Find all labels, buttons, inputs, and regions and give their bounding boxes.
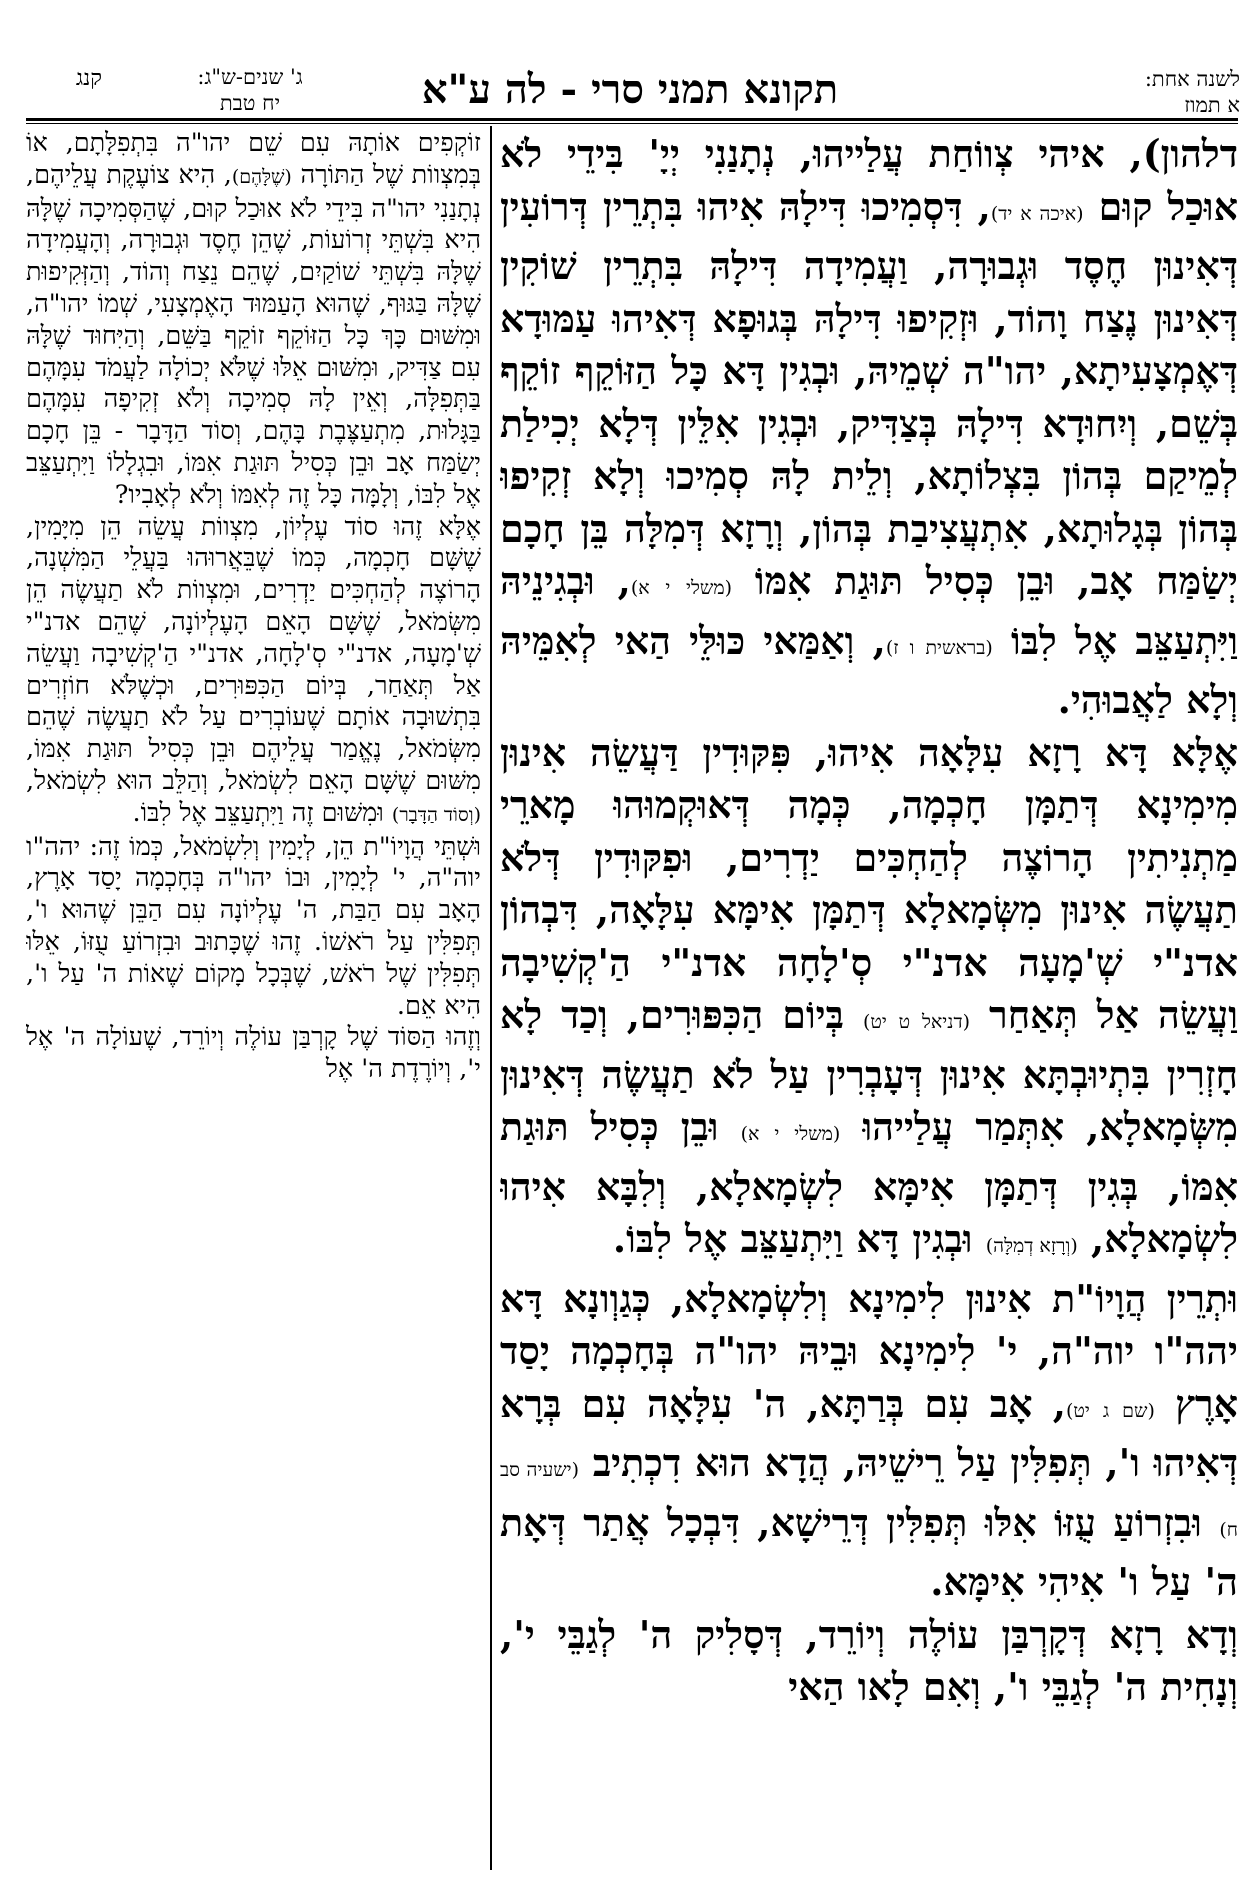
text-segment: וּתְרֵין הֲוָיוֹ"ת אִינוּן לִימִינָא וְלִשְׂמָאלָא, כְּגַוְונָא דָּא יהה"ו יוה"ה, י' לִימִינָא וּבֵיהּ יהו"ה בְּחָכְמָה יָסַד אָרֶץ — [500, 1275, 1238, 1426]
header-left — [34, 66, 144, 92]
header-three-year — [150, 64, 350, 116]
text-segment: , וְאַמַּאי כּוּלֵּי הַאי לְאִמֵּיהּ וְלָא לַאֲבוּהִי. — [500, 617, 1238, 722]
main-paragraph-3 — [500, 1273, 1238, 1609]
text-segment: אֶלָּא דָּא רָזָא עִלָּאָה אִיהוּ, פִּקּוּדִין דַּעֲשֵׂה אִינוּן מִימִינָא דְּתַמָּן חָכְמָה, כְּמָה דְּאוּקְמוּהוּ מָארֵי מַתְנִיתִין הָרוֹצֶה לְהַחְכִּים יַדְרִים, וּפִקּוּדִין דְּלֹא תַעֲשֶׂה אִינוּן מִשְּׂמָאלָא דְּתַמָּן אִימָּא עִלָּאָה, דִּבְהוֹן אדנ"י שְׁ'מָעָה אדנ"י סְ'לָחָה אדנ"י הַ'קְשִׁיבָה וַעֲשֵׂה אַל תְּאַחַר — [500, 729, 1238, 1037]
year-label-three: ג' שנים-ש"ג: — [197, 65, 303, 89]
translation-column — [26, 128, 481, 1868]
source-reference: (משלי י א) — [630, 577, 732, 599]
translation-paragraph-1 — [26, 128, 481, 512]
translation-paragraph-3 — [26, 832, 481, 1023]
text-segment: זוֹקְפִים אוֹתָהּ עִם שֵׁם יהו"ה בִּתְפִלָּתָם, אוֹ בְּמִצְווֹת שֶׁל הַתּוֹרָה — [26, 128, 481, 190]
source-reference: (וְרָזָא דְמִלָּה) — [985, 1235, 1078, 1257]
text-segment: , אָב עִם בְּרַתָּא, ה' עִלָּאָה עִם בְּרָא דְּאִיהוּ ו', תְּפִלִּין עַל רֵישֵׁיהּ, הֲדָא הוּא דִכְתִיב — [500, 1380, 1238, 1485]
text-segment: וּבְגִין דָּא וַיִּתְעַצֵּב אֶל לִבּוֹ. — [612, 1216, 986, 1261]
source-reference: (שם ג יט) — [1066, 1399, 1155, 1422]
source-reference: (משלי י א) — [740, 1123, 841, 1145]
text-segment: אֶלָּא זֶהוּ סוֹד עֶלְיוֹן, מִצְווֹת עֲשֵׂה הֵן מִיָּמִין, שֶׁשָּׁם חָכְמָה, כְּמוֹ שֶׁבֵּאֲרוּהוּ בַּעֲלֵי הַמִּשְׁנָה, הָרוֹצֶה לְהַחְכִּים יַדְרִים, וּמִצְווֹת לֹא תַעֲשֶׂה הֵן מִשְּׂמֹאל, שֶׁשָּׁם הָאֵם הָעֶלְיוֹנָה, שֶׁהֵם אדנ"י שְׁ'מָעָה, אדנ"י סְ'לָחָה, אדנ"י הַ'קְשִׁיבָה וַעֲשֵׂה אַל תְּאַחַר, בְּיוֹם הַכִּפּוּרִים, וּכְשֶׁלֹּא חוֹזְרִים בִּתְשׁוּבָה אוֹתָם שֶׁעוֹבְרִים עַל לֹא תַעֲשֶׂה שֶׁהֵם מִשְּׂמֹאל, נֶאֱמַר עֲלֵיהֶם וּבֵן כְּסִיל תּוּגַת אִמּוֹ, מִשּׁוּם שֶׁשָּׁם הָאֵם לִשְׂמֹאל, וְהַלֵּב הוּא לִשְׂמֹאל, — [26, 511, 481, 796]
source-reference: (דניאל ט יט) — [862, 1011, 970, 1033]
text-segment: , דִּסְמִיכוּ דִּילָהּ אִיהוּ בִּתְרֵין דְּרוֹעִין דְּאִינוּן חֶסֶד וּגְבוּרָה, וַעֲמִידָה דִּילָהּ בִּתְרֵין שׁוֹקִין דְּאִינוּן נֶצַח וָהוֹד, וּזְקִיפוּ דִּילָהּ בְּגוּפָא דְּאִיהוּ עַמּוּדָא דְּאֶמְצָעִיתָא, יהו"ה שְׁמֵיהּ, וּבְגִין דָּא כָּל הַזּוֹקֵף זוֹקֵף בְּשֵׁם, וְיִחוּדָא דִּילָהּ בְּצַדִּיק, וּבְגִין אִלֵּין דְּלָא יְכִילַת לְמֵיקַם בְּהוֹן בִּצְלוֹתָא, וְלֵית לָהּ סְמִיכוּ וְלָא זְקִיפוּ בְּהוֹן בְּגָלוּתָא, אִתְעֲצִיבַת בְּהוֹן, וְרָזָא דְּמִלָּה בֵּן חָכָם יְשַׂמַּח אָב, וּבֵן כְּסִיל תּוּגַת אִמּוֹ — [500, 183, 1238, 603]
header-rule — [26, 118, 1238, 121]
text-segment: וְדָא רָזָא דְּקָרְבַּן עוֹלֶה וְיוֹרֵד, דְּסָלִיק ה' לְגַבֵּי י', וְנָחִית ה' לְגַבֵּי ו', וְאִם לָאו הַאי — [500, 1611, 1238, 1709]
text-segment: , הִיא צוֹעֶקֶת עֲלֵיהֶם, נְתָנַנִי יהו"ה בִּידֵי לֹא אוּכַל קוּם, שֶׁהַסְּמִיכָה שֶׁלָּהּ הִיא בִּשְׁתֵּי זְרוֹעוֹת, שֶׁהֵן חֶסֶד וּגְבוּרָה, וְהָעֲמִידָה שֶׁלָּהּ בִּשְׁתֵּי שׁוֹקַיִם, שֶׁהֵם נֵצַח וְהוֹד, וְהַזְּקִיפוּת שֶׁלָּהּ בַּגּוּף, שֶׁהוּא הָעַמּוּד הָאֶמְצָעִי, שְׁמוֹ יהו"ה, וּמִשּׁוּם כָּךְ כָּל הַזּוֹקֵף זוֹקֵף בַּשֵּׁם, וְהַיִּחוּד שֶׁלָּהּ עִם צַדִּיק, וּמִשּׁוּם אֵלּוּ שֶׁלֹּא יְכוֹלָה לַעֲמֹד עִמָּהֶם בַּתְּפִלָּה, וְאֵין לָהּ סְמִיכָה וְלֹא זְקִיפָה עִמָּהֶם בַּגָּלוּת, מִתְעַצֶּבֶת בָּהֶם, וְסוֹד הַדָּבָר - בֵּן חָכָם יְשַׂמַּח אָב וּבֵן כְּסִיל תּוּגַת אִמּוֹ, וּבִגְלָלוֹ וַיִּתְעַצֵּב אֶל לִבּוֹ, וְלָמָּה כָּל זֶה לְאִמּוֹ וְלֹא לְאָבִיו? — [26, 159, 481, 510]
main-paragraph-2 — [500, 727, 1238, 1273]
text-segment: וּשְׁתֵּי הֲוָיוֹ"ת הֵן, לְיָמִין וְלִשְׂמֹאל, כְּמוֹ זֶה: יהה"ו יוה"ה, י' לְיָמִין, וּבוֹ יהו"ה בְּחָכְמָה יָסַד אָרֶץ, הָאָב עִם הַבַּת, ה' עֶלְיוֹנָה עִם הַבֵּן שֶׁהוּא ו', תְּפִלִּין עַל רֹאשׁוֹ. זֶהוּ שֶׁכָּתוּב וּבִזְרוֹעַ עֻזּוֹ, אֵלּוּ תְּפִלִּין שֶׁל רֹאשׁ, שֶׁבְּכָל מָקוֹם שֶׁאוֹת ה' עַל ו', הִיא אֵם. — [26, 831, 481, 1021]
source-reference: (איכה א יד) — [990, 202, 1084, 225]
source-reference: (שֶׁלָּהֶם) — [231, 165, 292, 188]
page-number: קנג — [75, 66, 103, 91]
translation-paragraph-4 — [26, 1022, 481, 1086]
text-segment: וּבִזְרוֹעַ עֻזּוֹ אִלּוּ תְּפִלִּין דְּרֵישָׁא, דִּבְכָל אֲתַר דְּאָת ה' עַל ו' אִיהִי אִימָּא. — [500, 1499, 1238, 1604]
translation-paragraph-2 — [26, 512, 481, 832]
header-one-year — [1040, 66, 1240, 118]
text-segment: וּמִשּׁוּם זֶה וַיִּתְעַצֵּב אֶל לִבּוֹ. — [132, 797, 392, 828]
text-segment: וּבֵן כְּסִיל תּוּגַת אִמּוֹ, בְּגִין דְּתַמָּן אִימָּא לִשְׂמָאלָא, וְלִבָּא אִיהוּ לִשְׂמָאלָא, — [500, 1104, 1238, 1261]
main-paragraph-4 — [500, 1609, 1238, 1714]
date-one-year: א תמוז — [1184, 93, 1240, 117]
text-segment: , וּבְגִינֵיהּ וַיִּתְעַצֵּב אֶל לִבּוֹ — [500, 558, 1238, 663]
page-title: תקונא תמני סרי - לה ע"א — [421, 66, 839, 113]
year-label-one: לשנה אחת: — [1144, 67, 1240, 91]
source-reference: (וְסוֹד הַדָּבָר) — [391, 803, 481, 826]
header-rule-thin — [26, 123, 1238, 124]
source-reference: (בראשית ו ז) — [885, 636, 993, 659]
column-divider — [490, 126, 492, 1870]
text-segment: וְזֶהוּ הַסּוֹד שֶׁל קָרְבַּן עוֹלֶה וְיוֹרֵד, שֶׁעוֹלָה ה' אֶל י', וְיוֹרֶדֶת ה' אֶל — [26, 1022, 481, 1085]
text-segment: דלהון), איהי צְווֹחַת עֲלַייהוּ, נְתָנַנִי יְיָ' בִּידֵי לֹא אוּכַל קוּם — [500, 131, 1238, 229]
source-reference: (ישעיה סב ח) — [500, 1459, 1238, 1541]
main-column — [500, 128, 1238, 1868]
text-segment: בְּיוֹם הַכִּפּוּרִים, וְכַד לָא חָזְרִין בִּתְיוּבְתָּא אִינוּן דְּעָבְרִין עַל לֹא תַעֲשֶׂה דְּאִינוּן מִשְּׂמָאלָא, אִתְּמַר עֲלַייהוּ — [500, 992, 1238, 1149]
date-three-year: יח טבת — [219, 91, 281, 115]
main-paragraph-1 — [500, 128, 1238, 727]
